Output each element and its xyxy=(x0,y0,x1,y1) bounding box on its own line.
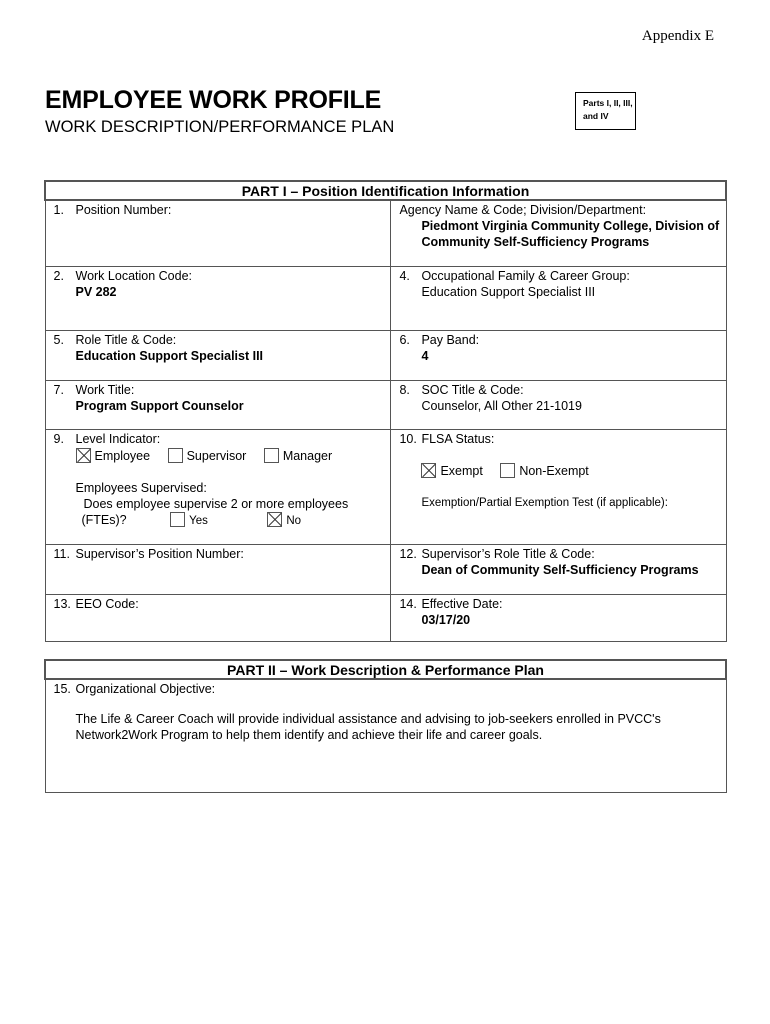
organizational-objective-value: The Life & Career Coach will provide individual assistance and advising to job-seekers enrolled in PVCC's Network2Work Program to help them identify and achieve their life and career goals. xyxy=(75,712,661,742)
agency-label: Agency Name & Code; Division/Department: xyxy=(399,203,647,217)
organizational-objective-cell[interactable] xyxy=(45,679,726,792)
supervisor-position-cell[interactable] xyxy=(45,544,391,594)
part1-heading: PART I – Position Identification Information xyxy=(45,181,726,200)
part2-table xyxy=(44,659,727,793)
eeo-code-cell[interactable] xyxy=(45,594,391,641)
pay-band-label: Pay Band: xyxy=(421,332,480,347)
ftes-label: (FTEs)? xyxy=(81,512,127,527)
field-number: 9. xyxy=(53,431,64,446)
yes-checkbox[interactable] xyxy=(170,512,185,527)
manager-checkbox[interactable] xyxy=(264,448,279,463)
position-number-cell[interactable] xyxy=(45,200,391,266)
work-location-cell[interactable] xyxy=(45,266,391,330)
page-title: EMPLOYEE WORK PROFILE xyxy=(45,86,382,114)
flsa-status-cell xyxy=(391,429,726,544)
field-number: 1. xyxy=(53,203,64,217)
level-indicator-cell xyxy=(45,429,391,544)
supervisor-role-cell[interactable] xyxy=(391,544,726,594)
exemption-test-label: Exemption/Partial Exemption Test (if applicable): xyxy=(421,496,668,509)
agency-value: Piedmont Virginia Community College, Division of Community Self-Sufficiency Programs xyxy=(421,219,720,249)
no-option-label: No xyxy=(286,514,302,527)
organizational-objective-label: Organizational Objective: xyxy=(75,682,216,696)
agency-cell[interactable] xyxy=(391,200,726,266)
field-number: 5. xyxy=(53,332,64,347)
parts-box: Parts I, II, III, and IV xyxy=(575,92,636,130)
field-number: 7. xyxy=(53,382,64,397)
supervise-question: Does employee supervise 2 or more employees xyxy=(83,496,349,511)
field-number: 12. xyxy=(399,546,417,561)
exempt-option-label: Exempt xyxy=(440,463,483,478)
occupational-family-cell[interactable] xyxy=(391,266,726,330)
pay-band-cell[interactable] xyxy=(391,330,726,380)
part2-heading: PART II – Work Description & Performance Plan xyxy=(45,660,726,679)
pay-band-value: 4 xyxy=(421,348,429,363)
supervisor-position-label: Supervisor’s Position Number: xyxy=(75,546,244,561)
field-number: 8. xyxy=(399,382,410,397)
page-subtitle: WORK DESCRIPTION/PERFORMANCE PLAN xyxy=(45,118,395,136)
work-location-value: PV 282 xyxy=(75,284,117,299)
manager-option-label: Manager xyxy=(282,448,333,463)
role-title-label: Role Title & Code: xyxy=(75,332,177,347)
occupational-family-label: Occupational Family & Career Group: xyxy=(421,268,630,283)
supervisor-checkbox[interactable] xyxy=(168,448,183,463)
field-number: 6. xyxy=(399,332,410,347)
employees-supervised-label: Employees Supervised: xyxy=(75,480,207,495)
field-number: 14. xyxy=(399,596,417,611)
non-exempt-option-label: Non-Exempt xyxy=(519,463,589,478)
soc-title-label: SOC Title & Code: xyxy=(421,382,524,397)
field-number: 4. xyxy=(399,268,410,283)
effective-date-cell[interactable] xyxy=(391,594,726,641)
field-number: 13. xyxy=(53,596,71,611)
flsa-status-label: FLSA Status: xyxy=(421,431,495,446)
role-title-value: Education Support Specialist III xyxy=(75,348,264,363)
supervisor-role-value: Dean of Community Self-Sufficiency Programs xyxy=(421,562,699,577)
work-title-cell[interactable] xyxy=(45,380,391,429)
level-indicator-label: Level Indicator: xyxy=(75,431,161,446)
yes-option-label: Yes xyxy=(189,514,208,527)
field-number: 10. xyxy=(399,431,417,446)
work-location-label: Work Location Code: xyxy=(75,268,192,283)
eeo-code-label: EEO Code: xyxy=(75,596,139,611)
employee-checkbox[interactable] xyxy=(76,448,91,463)
effective-date-value: 03/17/20 xyxy=(421,612,471,627)
non-exempt-checkbox[interactable] xyxy=(500,463,515,478)
supervisor-role-label: Supervisor’s Role Title & Code: xyxy=(421,546,595,561)
no-checkbox[interactable] xyxy=(267,512,282,527)
position-number-label: Position Number: xyxy=(75,203,172,217)
field-number: 11. xyxy=(53,546,70,561)
soc-title-value: Counselor, All Other 21-1019 xyxy=(421,398,582,413)
field-number: 2. xyxy=(53,268,64,283)
employee-option-label: Employee xyxy=(94,448,151,463)
soc-title-cell[interactable] xyxy=(391,380,726,429)
effective-date-label: Effective Date: xyxy=(421,596,503,611)
work-title-value: Program Support Counselor xyxy=(75,398,244,413)
appendix-label: Appendix E xyxy=(641,28,714,44)
role-title-cell[interactable] xyxy=(45,330,391,380)
exempt-checkbox[interactable] xyxy=(421,463,436,478)
field-number: 15. xyxy=(53,682,71,696)
work-title-label: Work Title: xyxy=(75,382,135,397)
supervisor-option-label: Supervisor xyxy=(186,448,247,463)
occupational-family-value: Education Support Specialist III xyxy=(421,284,596,299)
part1-table xyxy=(44,180,727,642)
